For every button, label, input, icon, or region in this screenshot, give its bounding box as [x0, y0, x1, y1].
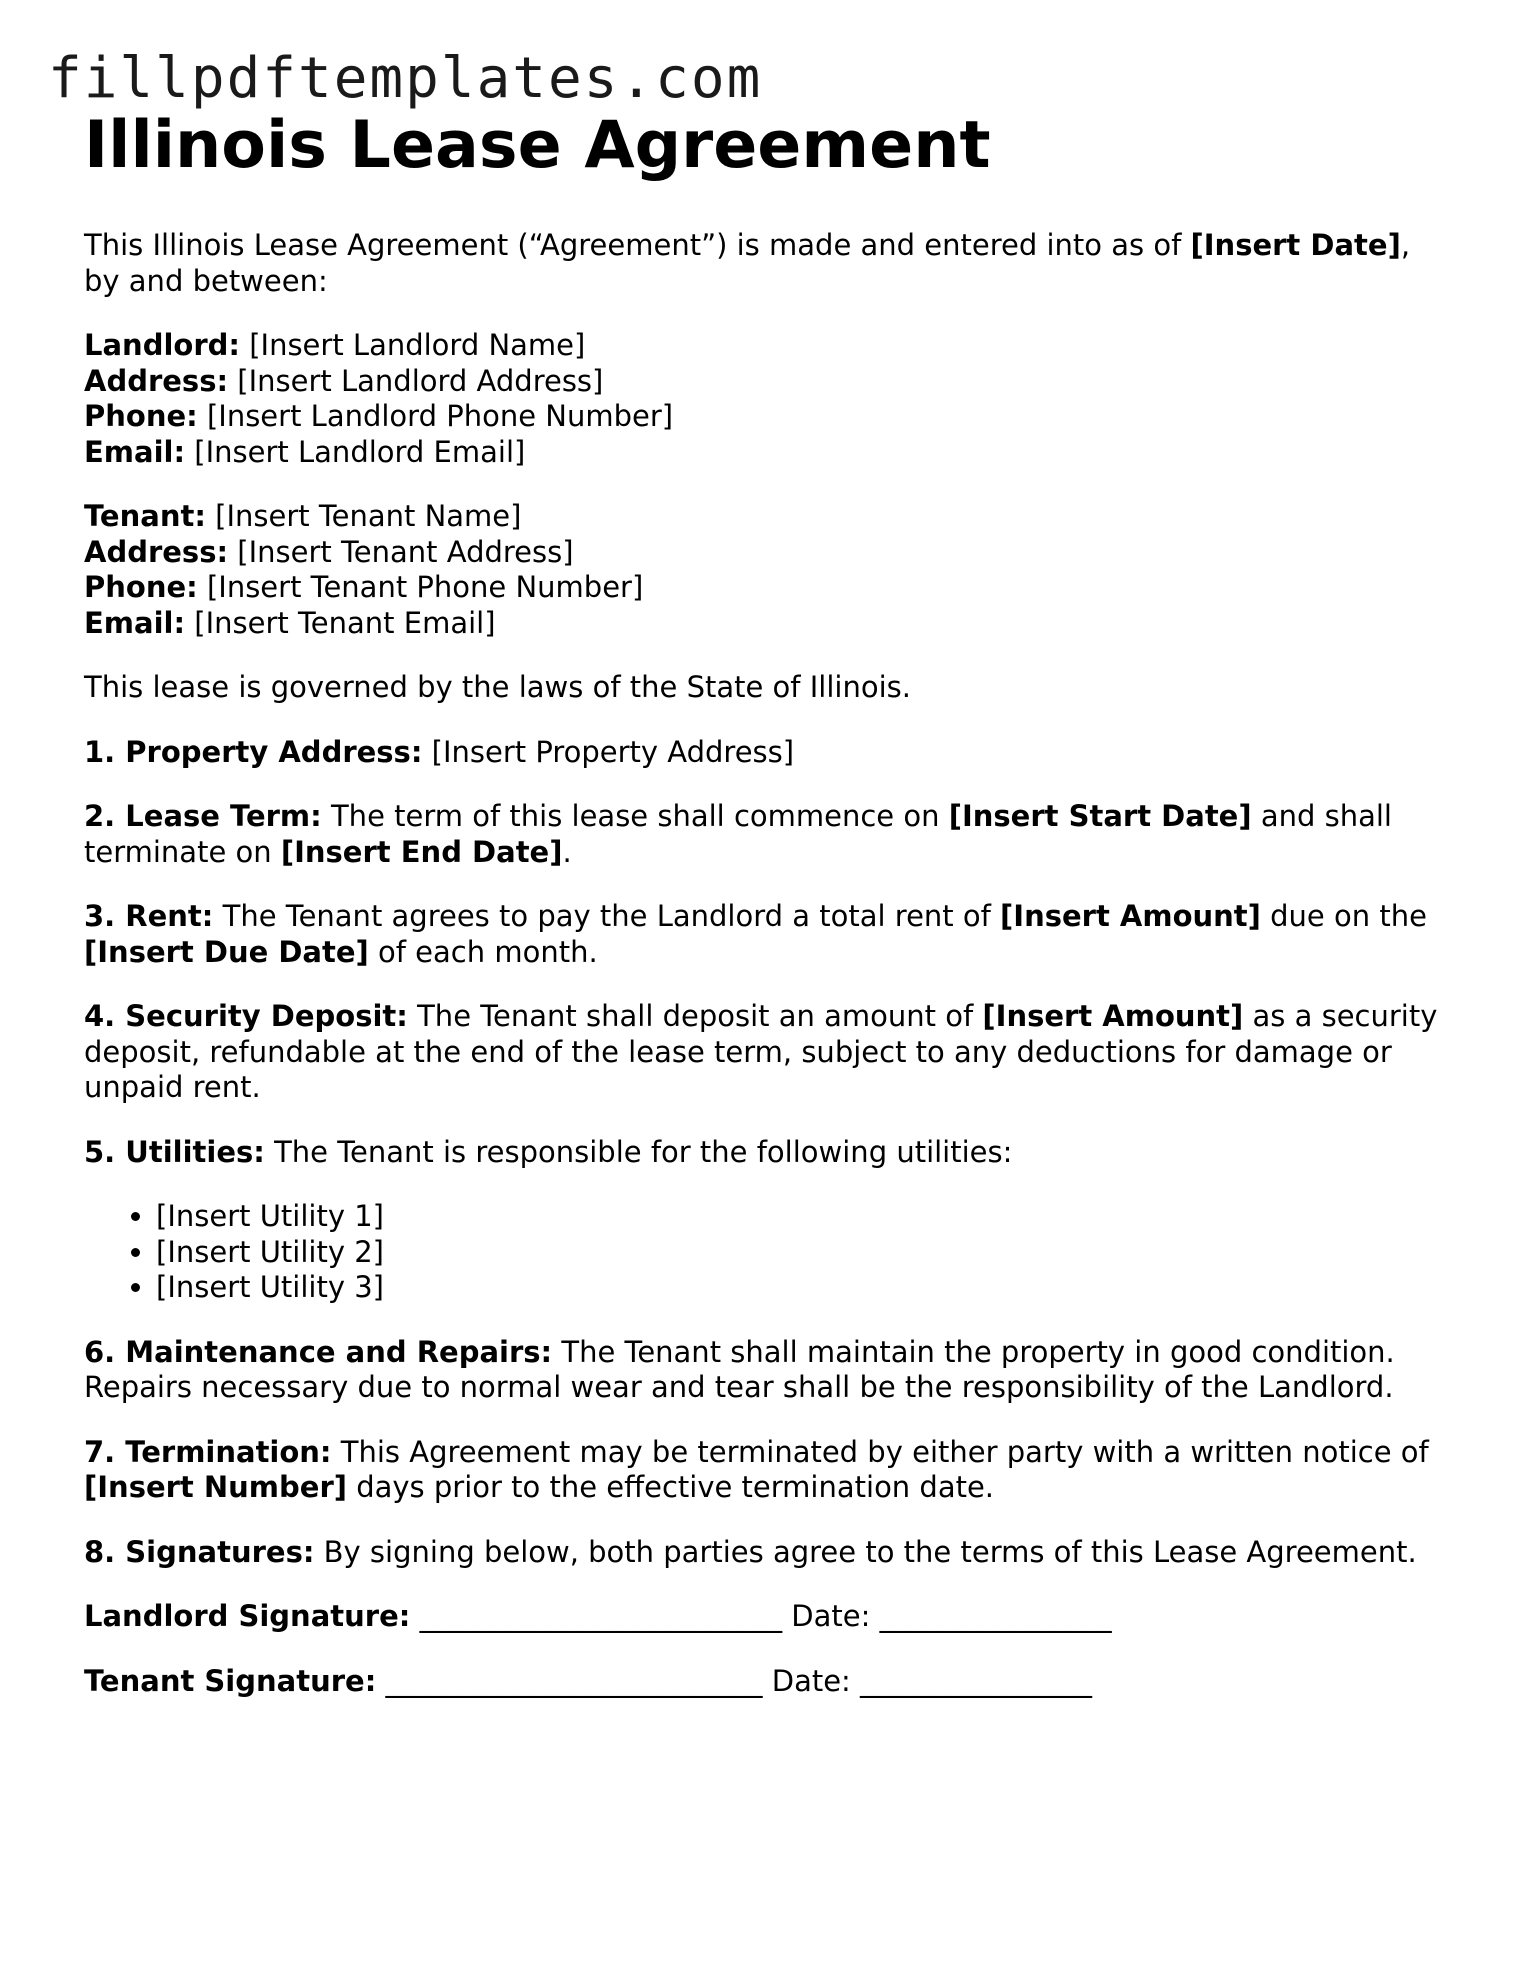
section-term-text-c: . [562, 834, 572, 869]
tenant-name-value: [Insert Tenant Name] [205, 499, 522, 533]
section-property-address [84, 735, 1444, 771]
tenant-address-line [84, 535, 1444, 571]
tenant-signature-blank: __________________________ [376, 1663, 763, 1698]
landlord-signature-blank: _________________________ [410, 1599, 783, 1633]
tenant-email-line [84, 606, 1444, 642]
utilities-list [84, 1199, 1444, 1306]
site-watermark: fillpdftemplates.com [48, 46, 763, 111]
start-date-field: [Insert Start Date] [948, 799, 1252, 833]
section-term-text-b: and shall terminate on [84, 799, 1392, 869]
tenant-email-label: Email: [84, 605, 186, 640]
rent-amount-field: [Insert Amount] [1000, 899, 1261, 933]
section-maintenance [84, 1335, 1444, 1406]
section-maintenance-text: The Tenant shall maintain the property in good condition. Repairs necessary due to normal wear and tear shall be the responsibility of the Landlord. [84, 1334, 1395, 1404]
landlord-email-line [84, 435, 1444, 471]
list-item: • [Insert Utility 2] [156, 1235, 1444, 1271]
document-title: Illinois Lease Agreement [84, 108, 991, 183]
landlord-name-label: Landlord: [84, 328, 240, 362]
intro-text-a: This Illinois Lease Agreement (“Agreement”) is made and entered into as of [84, 228, 1191, 262]
tenant-info [84, 499, 1444, 641]
section-signatures-heading: 8. Signatures: [84, 1534, 315, 1569]
landlord-phone-line [84, 399, 1444, 435]
section-deposit-heading: 4. Security Deposit: [84, 999, 408, 1033]
landlord-phone-value: [Insert Landlord Phone Number] [197, 399, 674, 433]
section-utilities [84, 1135, 1444, 1171]
landlord-email-value: [Insert Landlord Email] [185, 434, 526, 469]
section-signatures-text: By signing below, both parties agree to the terms of this Lease Agreement. [314, 1534, 1417, 1569]
list-item: • [Insert Utility 1] [156, 1199, 1444, 1235]
landlord-email-label: Email: [84, 434, 186, 469]
document-body [84, 108, 1444, 1728]
section-rent-text-a: The Tenant agrees to pay the Landlord a total rent of [213, 899, 1001, 933]
section-rent-text-b: due on the [1260, 899, 1427, 933]
section-termination-text-a: This Agreement may be terminated by either party with a written notice of [331, 1434, 1429, 1469]
section-property-heading: 1. Property Address: [84, 734, 423, 769]
landlord-address-label: Address: [84, 363, 229, 398]
section-property-text: [Insert Property Address] [422, 734, 795, 769]
section-termination-text-b: days prior to the effective termination date. [347, 1470, 995, 1504]
tenant-phone-value: [Insert Tenant Phone Number] [197, 570, 644, 604]
tenant-phone-label: Phone: [84, 570, 198, 604]
landlord-name-value: [Insert Landlord Name] [239, 328, 586, 362]
intro-paragraph [84, 228, 1444, 299]
landlord-phone-label: Phone: [84, 399, 198, 433]
landlord-info [84, 328, 1444, 470]
list-item: • [Insert Utility 3] [156, 1270, 1444, 1306]
tenant-signature-label: Tenant Signature: [84, 1663, 377, 1698]
intro-date-field: [Insert Date] [1190, 228, 1401, 262]
governing-law: This lease is governed by the laws of the State of Illinois. [84, 670, 911, 704]
landlord-name-line [84, 328, 1444, 364]
tenant-address-label: Address: [84, 534, 229, 569]
landlord-address-value: [Insert Landlord Address] [228, 363, 604, 398]
deposit-amount-field: [Insert Amount] [982, 999, 1244, 1033]
end-date-field: [Insert End Date] [280, 834, 563, 869]
section-utilities-text: The Tenant is responsible for the following utilities: [264, 1134, 1013, 1169]
landlord-signature-line [84, 1599, 1444, 1635]
notice-days-field: [Insert Number] [84, 1470, 347, 1504]
tenant-name-label: Tenant: [84, 499, 206, 533]
section-signatures [84, 1535, 1444, 1571]
tenant-address-value: [Insert Tenant Address] [228, 534, 574, 569]
tenant-date-blank: Date: ________________ [762, 1663, 1093, 1698]
section-termination-heading: 7. Termination: [84, 1434, 332, 1469]
section-term-text-a: The term of this lease shall commence on [321, 799, 949, 833]
section-deposit-text-a: The Tenant shall deposit an amount of [407, 999, 983, 1033]
section-maintenance-heading: 6. Maintenance and Repairs: [84, 1334, 553, 1369]
section-utilities-heading: 5. Utilities: [84, 1134, 265, 1169]
section-rent-heading: 3. Rent: [84, 899, 214, 933]
section-deposit-text-b: as a security deposit, refundable at the end of the lease term, subject to any deductions for damage or unpaid rent. [84, 999, 1438, 1104]
tenant-email-value: [Insert Tenant Email] [185, 605, 496, 640]
section-rent [84, 899, 1444, 970]
rent-due-date-field: [Insert Due Date] [84, 934, 369, 969]
section-lease-term [84, 799, 1444, 870]
intro-text-b: , by and between: [84, 228, 1411, 298]
tenant-name-line [84, 499, 1444, 535]
landlord-date-blank: Date: ________________ [782, 1599, 1112, 1633]
section-term-heading: 2. Lease Term: [84, 799, 322, 833]
landlord-signature-label: Landlord Signature: [84, 1599, 411, 1633]
landlord-address-line [84, 364, 1444, 400]
section-rent-text-c: of each month. [368, 934, 598, 969]
section-security-deposit [84, 999, 1444, 1106]
tenant-signature-line [84, 1664, 1444, 1700]
section-termination [84, 1435, 1444, 1506]
tenant-phone-line [84, 570, 1444, 606]
